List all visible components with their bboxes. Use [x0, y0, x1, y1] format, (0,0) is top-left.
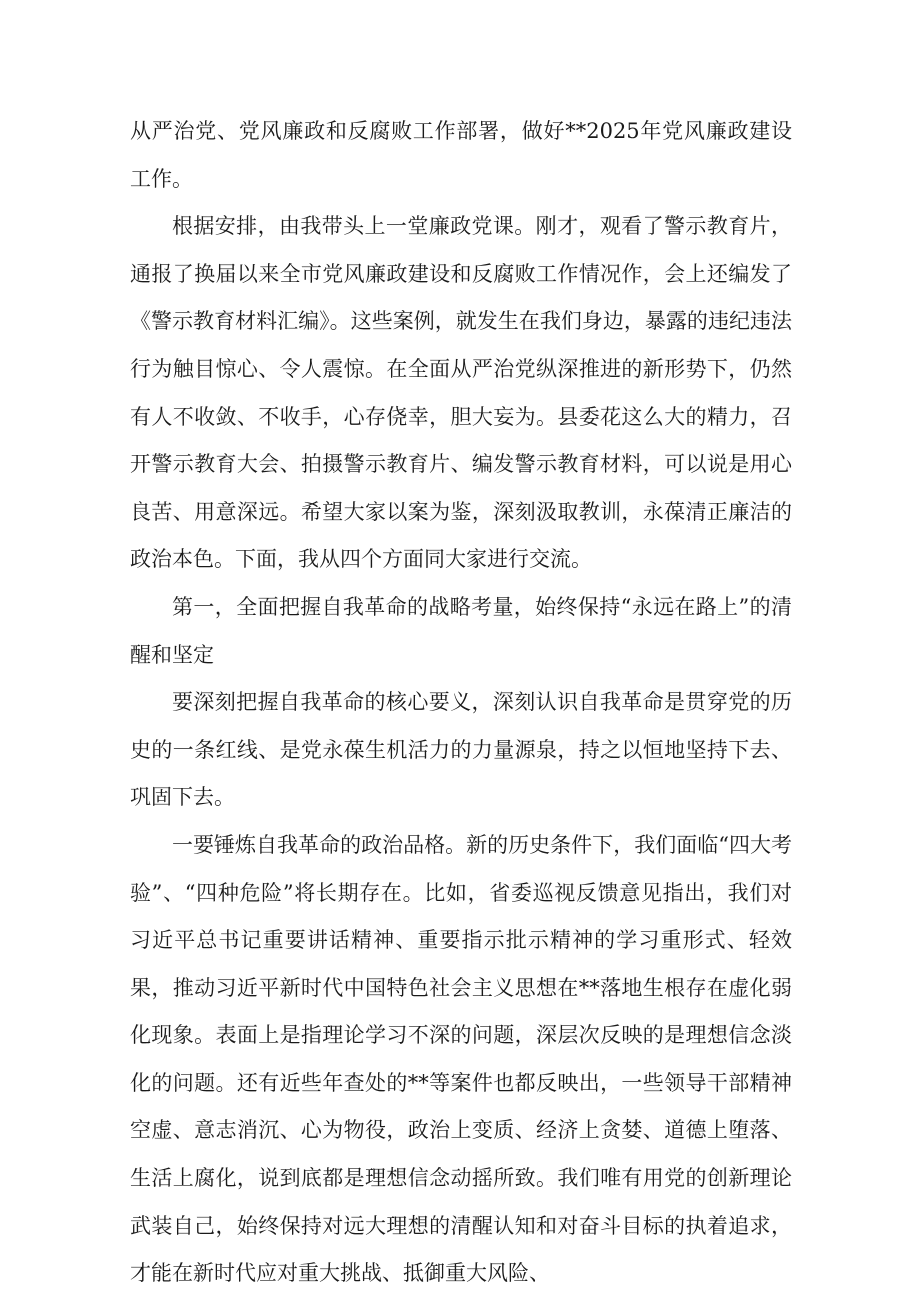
- paragraph-intro: 根据安排，由我带头上一堂廉政党课。刚才，观看了警示教育片，通报了换届以来全市党风廉政建设和反腐败工作情况作，会上还编发了《警示教育材料汇编》。这些案例，就发生在我们身边，暴露的违纪违法行为触目惊心、令人震惊。在全面从严治党纵深推进的新形势下，仍然有人不收敛、不收手，心存侥幸，胆大妄为。县委花这么大的精力，召开警示教育大会、拍摄警示教育片、编发警示教育材料，可以说是用心良苦、用意深远。希望大家以案为鉴，深刻汲取教训，永葆清正廉洁的政治本色。下面，我从四个方面同大家进行交流。: [130, 214, 792, 572]
- paragraph-core-meaning: 要深刻把握自我革命的核心要义，深刻认识自我革命是贯穿党的历史的一条红线、是党永葆生机活力的力量源泉，持之以恒地坚持下去、巩固下去。: [130, 690, 792, 810]
- section-heading-first: 第一，全面把握自我革命的战略考量，始终保持“永远在路上”的清醒和坚定: [130, 594, 792, 667]
- document-body: [130, 108, 792, 1298]
- paragraph-political-character: 一要锤炼自我革命的政治品格。新的历史条件下，我们面临“四大考验”、“四种危险”将长期存在。比如，省委巡视反馈意见指出，我们对习近平总书记重要讲话精神、重要指示批示精神的学习重形式、轻效果，推动习近平新时代中国特色社会主义思想在**落地生根存在虚化弱化现象。表面上是指理论学习不深的问题，深层次反映的是理想信念淡化的问题。还有近些年查处的**等案件也都反映出，一些领导干部精神空虚、意志消沉、心为物役，政治上变质、经济上贪婪、道德上堕落、生活上腐化，说到底都是理想信念动摇所致。我们唯有用党的创新理论武装自己，始终保持对远大理想的清醒认知和对奋斗目标的执着追求，才能在新时代应对重大挑战、抵御重大风险、: [130, 832, 792, 1286]
- paragraph-continuation: 从严治党、党风廉政和反腐败工作部署，做好**2025年党风廉政建设工作。: [130, 119, 792, 191]
